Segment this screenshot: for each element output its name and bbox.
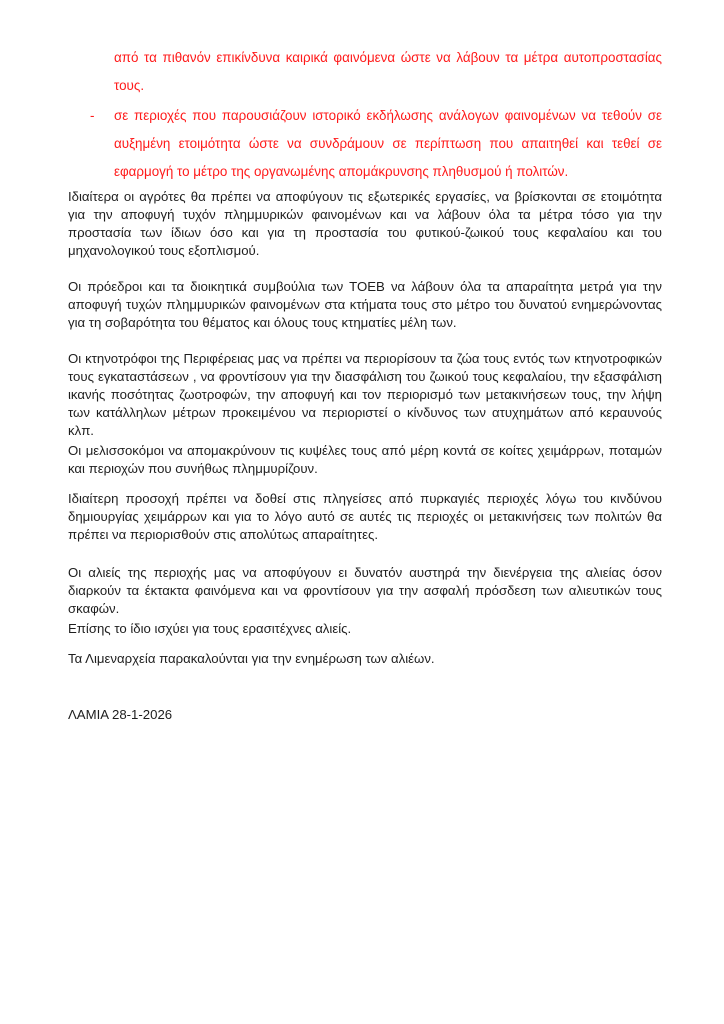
paragraph-port-authorities: Τα Λιμεναρχεία παρακαλούνται για την ενημέρωση των αλιέων. xyxy=(68,651,435,666)
signature-place-date: ΛΑΜΙΑ 28-1-2026 xyxy=(68,707,173,722)
paragraph-burned-areas: Ιδιαίτερη προσοχή πρέπει να δοθεί στις πληγείσες από πυρκαγιές περιοχές λόγω του κινδύνου δημιουργίας χειμάρρων και για το λόγο αυτό σε αυτές τις περιοχές οι μετακινήσεις των πολιτών θα πρέπει να περιορισθούν στις απολύτως απαραίτητες. xyxy=(68,491,662,542)
paragraph-farmers: Ιδιαίτερα οι αγρότες θα πρέπει να αποφύγουν τις εξωτερικές εργασίες, να βρίσκονται σε ετοιμότητα για την αποφυγή τυχόν πλημμυρικών φαινομένων και να λάβουν όλα τα μέτρα τόσο για την προστασία των ίδιων όσο και για τη προστασία του φυτικού-ζωικού τους κεφαλαίου και του μηχανολογικού τους εξοπλισμού. xyxy=(68,189,662,258)
paragraph-livestock-farmers: Οι κτηνοτρόφοι της Περιφέρειας μας να πρέπει να περιορίσουν τα ζώα τους εντός των κτηνοτροφικών τους εγκαταστάσεων , να φροντίσουν για την διασφάλιση του ζωικού τους κεφαλαίου, την εξασφάλιση ικανής ποσότητας ζωοτροφών, την αποφυγή και τον περιορισμό των μετακινήσεων τους, την λήψη των κατάλληλων μέτρων προκειμένου να περιοριστεί ο κίνδυνος των ατυχημάτων από κεραυνούς κλπ. xyxy=(68,351,662,438)
bullet-dash-marker: - xyxy=(90,108,95,123)
red-warning-continuation: από τα πιθανόν επικίνδυνα καιρικά φαινόμενα ώστε να λάβουν τα μέτρα αυτοπροστασίας τους. xyxy=(114,50,662,93)
paragraph-amateur-fishermen: Επίσης το ίδιο ισχύει για τους ερασιτέχνες αλιείς. xyxy=(68,621,352,636)
paragraph-beekeepers: Οι μελισσοκόμοι να απομακρύνουν τις κυψέλες τους από μέρη κοντά σε κοίτες χειμάρρων, ποταμών και περιοχών που συνήθως πλημμυρίζουν. xyxy=(68,443,662,476)
red-warning-bullet-item: σε περιοχές που παρουσιάζουν ιστορικό εκδήλωσης ανάλογων φαινομένων να τεθούν σε αυξημένη ετοιμότητα ώστε να συνδράμουν σε περίπτωση που απαιτηθεί και τεθεί σε εφαρμογή το μέτρο της οργανωμένης απομάκρυνσης πληθυσμού ή πολιτών. xyxy=(114,108,662,179)
paragraph-fishermen: Οι αλιείς της περιοχής μας να αποφύγουν ει δυνατόν αυστηρά την διενέργεια της αλιείας όσον διαρκούν τα έκτακτα φαινόμενα και να φροντίσουν για την ασφαλή πρόσδεση των αλιευτικών τους σκαφών. xyxy=(68,565,662,616)
paragraph-toeb: Οι πρόεδροι και τα διοικητικά συμβούλια των ΤΟΕΒ να λάβουν όλα τα απαραίτητα μετρά για την αποφυγή τυχών πλημμυρικών φαινομένων στα κτήματα τους στο μέτρο του δυνατού ενημερώνοντας για τη σοβαρότητα του θέματος και όλους τους κτηματίες μέλη των. xyxy=(68,279,662,330)
